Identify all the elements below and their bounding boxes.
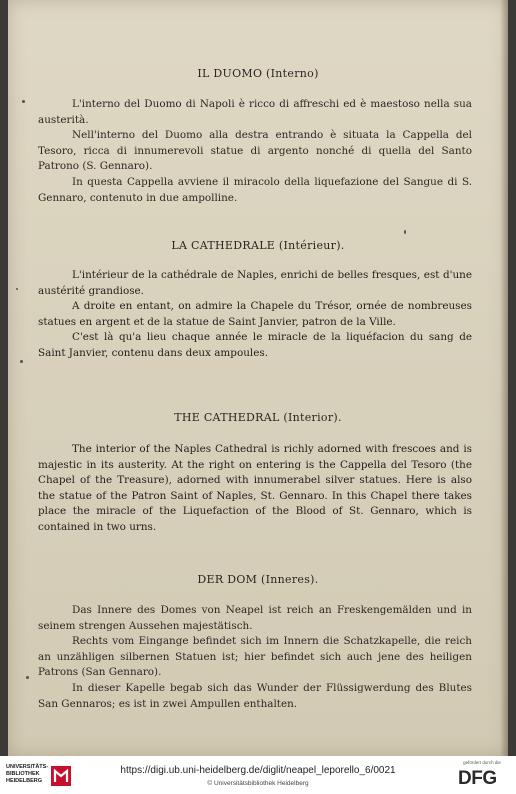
paragraph: L'interno del Duomo di Napoli è ricco di affreschi ed è maestoso nella sua austerità. [38, 98, 472, 126]
paragraph: A droite en entant, on admire la Chapele du Trésor, ornée de nombreuses statues en argent et de la statue de Saint Janvier, patron de la Ville. [38, 300, 472, 328]
section-body-italian [38, 97, 472, 206]
section-heading-german: DER DOM (Inneres). [197, 573, 319, 586]
paper-speck [26, 676, 29, 679]
section-body-french [38, 268, 472, 362]
page-url-link[interactable]: https://digi.ub.uni-heidelberg.de/diglit/neapel_leporello_6/0021 [120, 765, 396, 776]
paper-speck [22, 100, 25, 103]
paragraph: In questa Cappella avviene il miracolo della liquefazione del Sangue di S. Gennaro, contenuto in due ampolline. [38, 175, 472, 204]
paragraph: Rechts vom Eingange befindet sich im Innern die Schatzkapelle, die reich an unzähligen silbernen Statuen ist; hier befindet sich auch jene des heiligen Patrons (San Gennaro). [38, 635, 472, 679]
dfg-logo[interactable] [456, 760, 508, 792]
dfg-logo-text: DFG [458, 768, 497, 789]
paper-speck [16, 288, 18, 290]
section-heading-french: LA CATHEDRALE (Intérieur). [171, 239, 345, 252]
library-name: UNIVERSITÄTS- BIBLIOTHEK HEIDELBERG [6, 764, 49, 784]
section-body-german [38, 603, 472, 712]
paragraph: C'est là qu'a lieu chaque année le miracle de la liquéfacion du sang de Saint Janvier, contenu dans deux ampoules. [38, 331, 472, 359]
viewer-footer [0, 756, 516, 794]
section-body-english [38, 442, 472, 536]
paper-speck [404, 230, 406, 234]
copyright-notice: © Universitätsbibliothek Heidelberg [207, 780, 309, 787]
paragraph: The interior of the Naples Cathedral is richly adorned with frescoes and is majestic in its austerity. At the right on entering is the Cappella del Tesoro (the Chapel of the Treasure), adorned with innumerabel silver statues. Here is also the statue of the Patron Saint of Naples, St. Gennaro. In this Chapel there takes place the miracle of the Liquefaction of the Blood of St. Gennaro, which is contained in two urns. [38, 443, 472, 533]
paragraph: Das Innere des Domes von Neapel ist reich an Freskengemälden und in seinem strengen Aussehen majestätisch. [38, 604, 472, 632]
funder-note: gefördert durch die [463, 760, 501, 765]
paragraph: In dieser Kapelle begab sich das Wunder der Flüssigwerdung des Blutes San Gennaros; es ist in zwei Ampullen enthalten. [38, 681, 472, 710]
paper-speck [20, 360, 23, 363]
paragraph: Nell'interno del Duomo alla destra entrando è situata la Cappella del Tesoro, ricca di innumerevoli statue di argento nonché di quella del Santo Patrono (S. Gennaro). [38, 129, 472, 173]
section-heading-italian: IL DUOMO (Interno) [197, 67, 319, 80]
section-heading-english: THE CATHEDRAL (Interior). [174, 411, 342, 424]
paragraph: L'intérieur de la cathédrale de Naples, enrichi de belles fresques, est d'une austérité grandiose. [38, 269, 472, 297]
